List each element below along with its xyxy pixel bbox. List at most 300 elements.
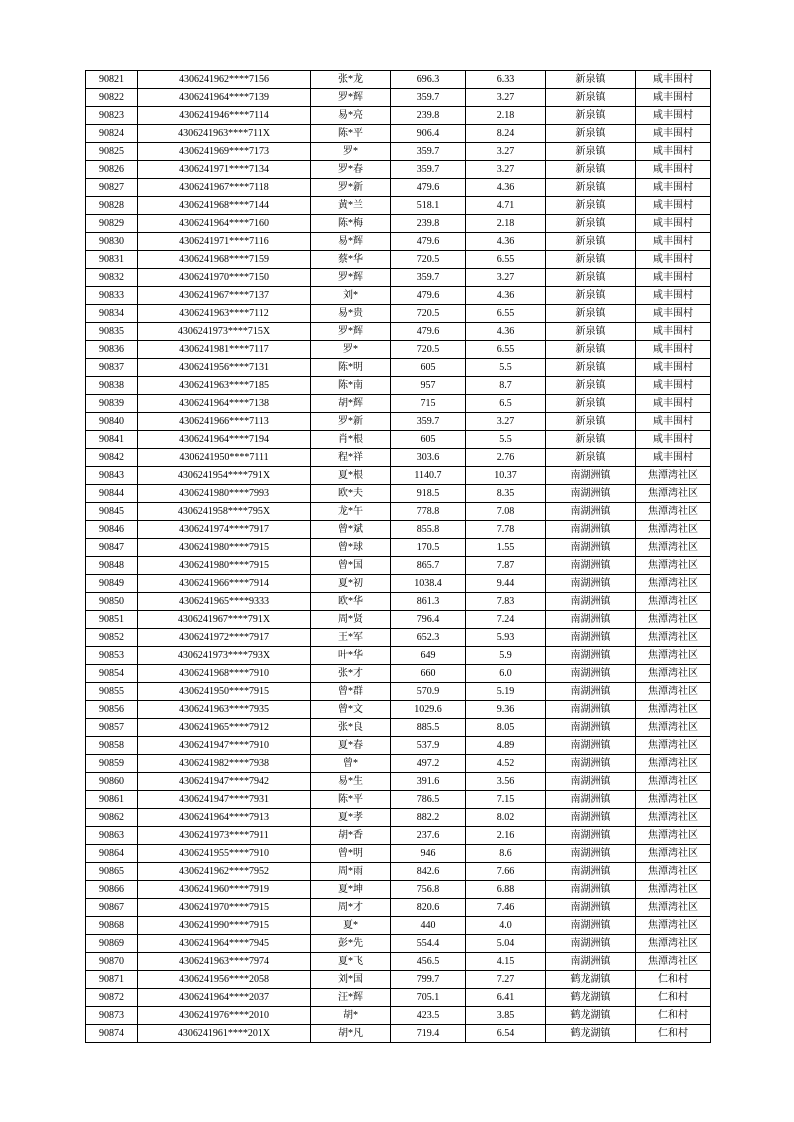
table-row xyxy=(86,845,711,863)
town-cell: 南湖洲镇 xyxy=(546,575,636,593)
village-cell: 仁和村 xyxy=(636,1025,711,1043)
village-cell: 焦潭湾社区 xyxy=(636,845,711,863)
village-cell: 咸丰围村 xyxy=(636,143,711,161)
rate-cell: 4.89 xyxy=(466,737,546,755)
village-cell: 咸丰围村 xyxy=(636,107,711,125)
name-cell: 欧*华 xyxy=(311,593,391,611)
table-row xyxy=(86,377,711,395)
table-row xyxy=(86,539,711,557)
name-cell: 陈*明 xyxy=(311,359,391,377)
amount-cell: 861.3 xyxy=(391,593,466,611)
name-cell: 刘*国 xyxy=(311,971,391,989)
village-cell: 焦潭湾社区 xyxy=(636,665,711,683)
town-cell: 南湖洲镇 xyxy=(546,737,636,755)
amount-cell: 1029.6 xyxy=(391,701,466,719)
village-cell: 咸丰围村 xyxy=(636,197,711,215)
rate-cell: 7.46 xyxy=(466,899,546,917)
rate-cell: 7.78 xyxy=(466,521,546,539)
seq-cell: 90854 xyxy=(86,665,138,683)
name-cell: 程*祥 xyxy=(311,449,391,467)
village-cell: 焦潭湾社区 xyxy=(636,773,711,791)
rate-cell: 2.76 xyxy=(466,449,546,467)
rate-cell: 7.83 xyxy=(466,593,546,611)
rate-cell: 1.55 xyxy=(466,539,546,557)
table-row xyxy=(86,359,711,377)
name-cell: 周*贤 xyxy=(311,611,391,629)
amount-cell: 239.8 xyxy=(391,107,466,125)
name-cell: 夏*坤 xyxy=(311,881,391,899)
rate-cell: 6.55 xyxy=(466,341,546,359)
rate-cell: 3.27 xyxy=(466,143,546,161)
table-row xyxy=(86,719,711,737)
name-cell: 曾*国 xyxy=(311,557,391,575)
rate-cell: 2.16 xyxy=(466,827,546,845)
table-row xyxy=(86,431,711,449)
town-cell: 新泉镇 xyxy=(546,413,636,431)
amount-cell: 423.5 xyxy=(391,1007,466,1025)
name-cell: 蔡*华 xyxy=(311,251,391,269)
village-cell: 焦潭湾社区 xyxy=(636,611,711,629)
rate-cell: 4.15 xyxy=(466,953,546,971)
seq-cell: 90862 xyxy=(86,809,138,827)
rate-cell: 4.36 xyxy=(466,323,546,341)
village-cell: 咸丰围村 xyxy=(636,251,711,269)
name-cell: 周*才 xyxy=(311,899,391,917)
table-row xyxy=(86,197,711,215)
seq-cell: 90845 xyxy=(86,503,138,521)
id-number-cell: 4306241967****7118 xyxy=(138,179,311,197)
seq-cell: 90835 xyxy=(86,323,138,341)
seq-cell: 90837 xyxy=(86,359,138,377)
rate-cell: 5.5 xyxy=(466,431,546,449)
town-cell: 新泉镇 xyxy=(546,251,636,269)
id-number-cell: 4306241974****7917 xyxy=(138,521,311,539)
table-row xyxy=(86,251,711,269)
id-number-cell: 4306241954****791X xyxy=(138,467,311,485)
rate-cell: 5.19 xyxy=(466,683,546,701)
rate-cell: 3.27 xyxy=(466,269,546,287)
name-cell: 曾*群 xyxy=(311,683,391,701)
amount-cell: 303.6 xyxy=(391,449,466,467)
amount-cell: 554.4 xyxy=(391,935,466,953)
seq-cell: 90866 xyxy=(86,881,138,899)
town-cell: 南湖洲镇 xyxy=(546,881,636,899)
name-cell: 胡*凡 xyxy=(311,1025,391,1043)
town-cell: 新泉镇 xyxy=(546,449,636,467)
seq-cell: 90843 xyxy=(86,467,138,485)
name-cell: 肖*根 xyxy=(311,431,391,449)
town-cell: 新泉镇 xyxy=(546,215,636,233)
village-cell: 焦潭湾社区 xyxy=(636,701,711,719)
name-cell: 周*雨 xyxy=(311,863,391,881)
amount-cell: 605 xyxy=(391,431,466,449)
town-cell: 南湖洲镇 xyxy=(546,521,636,539)
seq-cell: 90822 xyxy=(86,89,138,107)
village-cell: 咸丰围村 xyxy=(636,215,711,233)
village-cell: 焦潭湾社区 xyxy=(636,863,711,881)
name-cell: 罗*辉 xyxy=(311,89,391,107)
seq-cell: 90858 xyxy=(86,737,138,755)
amount-cell: 720.5 xyxy=(391,251,466,269)
seq-cell: 90826 xyxy=(86,161,138,179)
amount-cell: 778.8 xyxy=(391,503,466,521)
village-cell: 咸丰围村 xyxy=(636,305,711,323)
table-row xyxy=(86,89,711,107)
id-number-cell: 4306241967****7137 xyxy=(138,287,311,305)
town-cell: 南湖洲镇 xyxy=(546,611,636,629)
table-row xyxy=(86,1007,711,1025)
id-number-cell: 4306241964****7913 xyxy=(138,809,311,827)
name-cell: 曾*球 xyxy=(311,539,391,557)
seq-cell: 90831 xyxy=(86,251,138,269)
rate-cell: 6.33 xyxy=(466,71,546,89)
records-table-body xyxy=(86,71,711,1043)
table-row xyxy=(86,575,711,593)
town-cell: 南湖洲镇 xyxy=(546,647,636,665)
id-number-cell: 4306241964****7194 xyxy=(138,431,311,449)
id-number-cell: 4306241966****7914 xyxy=(138,575,311,593)
town-cell: 鹤龙湖镇 xyxy=(546,1025,636,1043)
name-cell: 张*龙 xyxy=(311,71,391,89)
name-cell: 罗* xyxy=(311,341,391,359)
amount-cell: 799.7 xyxy=(391,971,466,989)
rate-cell: 2.18 xyxy=(466,215,546,233)
village-cell: 焦潭湾社区 xyxy=(636,467,711,485)
amount-cell: 440 xyxy=(391,917,466,935)
amount-cell: 605 xyxy=(391,359,466,377)
id-number-cell: 4306241963****711X xyxy=(138,125,311,143)
village-cell: 焦潭湾社区 xyxy=(636,539,711,557)
rate-cell: 2.18 xyxy=(466,107,546,125)
rate-cell: 3.27 xyxy=(466,413,546,431)
name-cell: 曾*文 xyxy=(311,701,391,719)
seq-cell: 90861 xyxy=(86,791,138,809)
rate-cell: 9.36 xyxy=(466,701,546,719)
amount-cell: 1038.4 xyxy=(391,575,466,593)
amount-cell: 391.6 xyxy=(391,773,466,791)
rate-cell: 6.55 xyxy=(466,305,546,323)
name-cell: 易*亮 xyxy=(311,107,391,125)
name-cell: 罗*新 xyxy=(311,179,391,197)
town-cell: 南湖洲镇 xyxy=(546,827,636,845)
rate-cell: 7.24 xyxy=(466,611,546,629)
seq-cell: 90872 xyxy=(86,989,138,1007)
village-cell: 焦潭湾社区 xyxy=(636,485,711,503)
table-row xyxy=(86,413,711,431)
amount-cell: 719.4 xyxy=(391,1025,466,1043)
name-cell: 龙*午 xyxy=(311,503,391,521)
id-number-cell: 4306241962****7156 xyxy=(138,71,311,89)
seq-cell: 90851 xyxy=(86,611,138,629)
town-cell: 新泉镇 xyxy=(546,395,636,413)
amount-cell: 882.2 xyxy=(391,809,466,827)
village-cell: 焦潭湾社区 xyxy=(636,917,711,935)
table-row xyxy=(86,773,711,791)
town-cell: 新泉镇 xyxy=(546,125,636,143)
rate-cell: 7.87 xyxy=(466,557,546,575)
village-cell: 焦潭湾社区 xyxy=(636,719,711,737)
rate-cell: 4.36 xyxy=(466,287,546,305)
amount-cell: 885.5 xyxy=(391,719,466,737)
table-row xyxy=(86,791,711,809)
rate-cell: 8.7 xyxy=(466,377,546,395)
table-row xyxy=(86,647,711,665)
table-row xyxy=(86,629,711,647)
village-cell: 焦潭湾社区 xyxy=(636,503,711,521)
seq-cell: 90840 xyxy=(86,413,138,431)
id-number-cell: 4306241968****7159 xyxy=(138,251,311,269)
seq-cell: 90859 xyxy=(86,755,138,773)
rate-cell: 8.6 xyxy=(466,845,546,863)
id-number-cell: 4306241976****2010 xyxy=(138,1007,311,1025)
town-cell: 南湖洲镇 xyxy=(546,953,636,971)
amount-cell: 957 xyxy=(391,377,466,395)
rate-cell: 6.41 xyxy=(466,989,546,1007)
table-row xyxy=(86,989,711,1007)
village-cell: 咸丰围村 xyxy=(636,161,711,179)
id-number-cell: 4306241973****793X xyxy=(138,647,311,665)
town-cell: 新泉镇 xyxy=(546,431,636,449)
village-cell: 咸丰围村 xyxy=(636,449,711,467)
amount-cell: 696.3 xyxy=(391,71,466,89)
amount-cell: 479.6 xyxy=(391,233,466,251)
rate-cell: 6.0 xyxy=(466,665,546,683)
table-row xyxy=(86,341,711,359)
name-cell: 曾* xyxy=(311,755,391,773)
id-number-cell: 4306241963****7974 xyxy=(138,953,311,971)
id-number-cell: 4306241964****7138 xyxy=(138,395,311,413)
name-cell: 夏*孝 xyxy=(311,809,391,827)
seq-cell: 90873 xyxy=(86,1007,138,1025)
town-cell: 南湖洲镇 xyxy=(546,503,636,521)
id-number-cell: 4306241980****7993 xyxy=(138,485,311,503)
table-row xyxy=(86,881,711,899)
rate-cell: 5.5 xyxy=(466,359,546,377)
rate-cell: 6.54 xyxy=(466,1025,546,1043)
town-cell: 南湖洲镇 xyxy=(546,719,636,737)
table-row xyxy=(86,467,711,485)
table-row xyxy=(86,863,711,881)
amount-cell: 865.7 xyxy=(391,557,466,575)
name-cell: 欧*夫 xyxy=(311,485,391,503)
table-row xyxy=(86,593,711,611)
seq-cell: 90823 xyxy=(86,107,138,125)
table-row xyxy=(86,179,711,197)
id-number-cell: 4306241964****2037 xyxy=(138,989,311,1007)
rate-cell: 3.85 xyxy=(466,1007,546,1025)
table-row xyxy=(86,233,711,251)
village-cell: 焦潭湾社区 xyxy=(636,557,711,575)
id-number-cell: 4306241965****9333 xyxy=(138,593,311,611)
name-cell: 夏* xyxy=(311,917,391,935)
name-cell: 曾*斌 xyxy=(311,521,391,539)
id-number-cell: 4306241967****791X xyxy=(138,611,311,629)
name-cell: 陈*梅 xyxy=(311,215,391,233)
id-number-cell: 4306241956****2058 xyxy=(138,971,311,989)
seq-cell: 90825 xyxy=(86,143,138,161)
id-number-cell: 4306241955****7910 xyxy=(138,845,311,863)
id-number-cell: 4306241980****7915 xyxy=(138,539,311,557)
amount-cell: 479.6 xyxy=(391,179,466,197)
table-row xyxy=(86,143,711,161)
id-number-cell: 4306241963****7185 xyxy=(138,377,311,395)
amount-cell: 842.6 xyxy=(391,863,466,881)
town-cell: 南湖洲镇 xyxy=(546,557,636,575)
town-cell: 新泉镇 xyxy=(546,323,636,341)
village-cell: 咸丰围村 xyxy=(636,359,711,377)
name-cell: 陈*平 xyxy=(311,791,391,809)
town-cell: 新泉镇 xyxy=(546,179,636,197)
town-cell: 新泉镇 xyxy=(546,197,636,215)
village-cell: 咸丰围村 xyxy=(636,341,711,359)
table-row xyxy=(86,521,711,539)
name-cell: 易*贵 xyxy=(311,305,391,323)
rate-cell: 7.15 xyxy=(466,791,546,809)
rate-cell: 8.24 xyxy=(466,125,546,143)
town-cell: 南湖洲镇 xyxy=(546,701,636,719)
town-cell: 南湖洲镇 xyxy=(546,845,636,863)
amount-cell: 855.8 xyxy=(391,521,466,539)
id-number-cell: 4306241970****7915 xyxy=(138,899,311,917)
village-cell: 仁和村 xyxy=(636,971,711,989)
village-cell: 焦潭湾社区 xyxy=(636,575,711,593)
village-cell: 焦潭湾社区 xyxy=(636,827,711,845)
town-cell: 新泉镇 xyxy=(546,233,636,251)
id-number-cell: 4306241947****7931 xyxy=(138,791,311,809)
village-cell: 咸丰围村 xyxy=(636,269,711,287)
amount-cell: 786.5 xyxy=(391,791,466,809)
village-cell: 焦潭湾社区 xyxy=(636,683,711,701)
seq-cell: 90832 xyxy=(86,269,138,287)
amount-cell: 756.8 xyxy=(391,881,466,899)
town-cell: 新泉镇 xyxy=(546,89,636,107)
name-cell: 曾*明 xyxy=(311,845,391,863)
village-cell: 焦潭湾社区 xyxy=(636,593,711,611)
id-number-cell: 4306241971****7134 xyxy=(138,161,311,179)
table-row xyxy=(86,917,711,935)
town-cell: 新泉镇 xyxy=(546,341,636,359)
table-row xyxy=(86,665,711,683)
village-cell: 咸丰围村 xyxy=(636,89,711,107)
rate-cell: 5.04 xyxy=(466,935,546,953)
id-number-cell: 4306241964****7139 xyxy=(138,89,311,107)
rate-cell: 3.56 xyxy=(466,773,546,791)
amount-cell: 239.8 xyxy=(391,215,466,233)
amount-cell: 537.9 xyxy=(391,737,466,755)
seq-cell: 90836 xyxy=(86,341,138,359)
village-cell: 焦潭湾社区 xyxy=(636,791,711,809)
rate-cell: 7.27 xyxy=(466,971,546,989)
id-number-cell: 4306241947****7910 xyxy=(138,737,311,755)
seq-cell: 90827 xyxy=(86,179,138,197)
name-cell: 刘* xyxy=(311,287,391,305)
rate-cell: 5.93 xyxy=(466,629,546,647)
village-cell: 焦潭湾社区 xyxy=(636,935,711,953)
town-cell: 南湖洲镇 xyxy=(546,665,636,683)
table-row xyxy=(86,935,711,953)
town-cell: 南湖洲镇 xyxy=(546,917,636,935)
amount-cell: 359.7 xyxy=(391,161,466,179)
table-row xyxy=(86,809,711,827)
records-table xyxy=(85,70,711,1043)
amount-cell: 918.5 xyxy=(391,485,466,503)
seq-cell: 90867 xyxy=(86,899,138,917)
village-cell: 焦潭湾社区 xyxy=(636,737,711,755)
village-cell: 仁和村 xyxy=(636,1007,711,1025)
town-cell: 南湖洲镇 xyxy=(546,467,636,485)
id-number-cell: 4306241946****7114 xyxy=(138,107,311,125)
id-number-cell: 4306241962****7952 xyxy=(138,863,311,881)
rate-cell: 4.36 xyxy=(466,233,546,251)
seq-cell: 90864 xyxy=(86,845,138,863)
table-row xyxy=(86,827,711,845)
name-cell: 张*才 xyxy=(311,665,391,683)
town-cell: 新泉镇 xyxy=(546,287,636,305)
town-cell: 南湖洲镇 xyxy=(546,809,636,827)
town-cell: 新泉镇 xyxy=(546,359,636,377)
village-cell: 咸丰围村 xyxy=(636,125,711,143)
seq-cell: 90869 xyxy=(86,935,138,953)
village-cell: 咸丰围村 xyxy=(636,431,711,449)
village-cell: 咸丰围村 xyxy=(636,413,711,431)
rate-cell: 3.27 xyxy=(466,89,546,107)
rate-cell: 10.37 xyxy=(466,467,546,485)
table-row xyxy=(86,953,711,971)
town-cell: 新泉镇 xyxy=(546,269,636,287)
id-number-cell: 4306241973****715X xyxy=(138,323,311,341)
id-number-cell: 4306241963****7112 xyxy=(138,305,311,323)
amount-cell: 570.9 xyxy=(391,683,466,701)
town-cell: 南湖洲镇 xyxy=(546,593,636,611)
table-row xyxy=(86,395,711,413)
town-cell: 新泉镇 xyxy=(546,161,636,179)
amount-cell: 720.5 xyxy=(391,341,466,359)
town-cell: 鹤龙湖镇 xyxy=(546,989,636,1007)
rate-cell: 6.5 xyxy=(466,395,546,413)
name-cell: 夏*飞 xyxy=(311,953,391,971)
amount-cell: 359.7 xyxy=(391,269,466,287)
village-cell: 焦潭湾社区 xyxy=(636,755,711,773)
seq-cell: 90852 xyxy=(86,629,138,647)
table-row xyxy=(86,971,711,989)
table-row xyxy=(86,737,711,755)
amount-cell: 660 xyxy=(391,665,466,683)
name-cell: 罗* xyxy=(311,143,391,161)
seq-cell: 90860 xyxy=(86,773,138,791)
rate-cell: 4.0 xyxy=(466,917,546,935)
town-cell: 新泉镇 xyxy=(546,71,636,89)
rate-cell: 4.36 xyxy=(466,179,546,197)
town-cell: 新泉镇 xyxy=(546,377,636,395)
id-number-cell: 4306241972****7917 xyxy=(138,629,311,647)
amount-cell: 652.3 xyxy=(391,629,466,647)
seq-cell: 90857 xyxy=(86,719,138,737)
amount-cell: 518.1 xyxy=(391,197,466,215)
village-cell: 焦潭湾社区 xyxy=(636,809,711,827)
table-row xyxy=(86,215,711,233)
town-cell: 南湖洲镇 xyxy=(546,539,636,557)
table-row xyxy=(86,1025,711,1043)
seq-cell: 90850 xyxy=(86,593,138,611)
name-cell: 胡* xyxy=(311,1007,391,1025)
table-row xyxy=(86,557,711,575)
table-row xyxy=(86,71,711,89)
seq-cell: 90853 xyxy=(86,647,138,665)
rate-cell: 7.08 xyxy=(466,503,546,521)
village-cell: 咸丰围村 xyxy=(636,71,711,89)
town-cell: 新泉镇 xyxy=(546,305,636,323)
village-cell: 咸丰围村 xyxy=(636,233,711,251)
